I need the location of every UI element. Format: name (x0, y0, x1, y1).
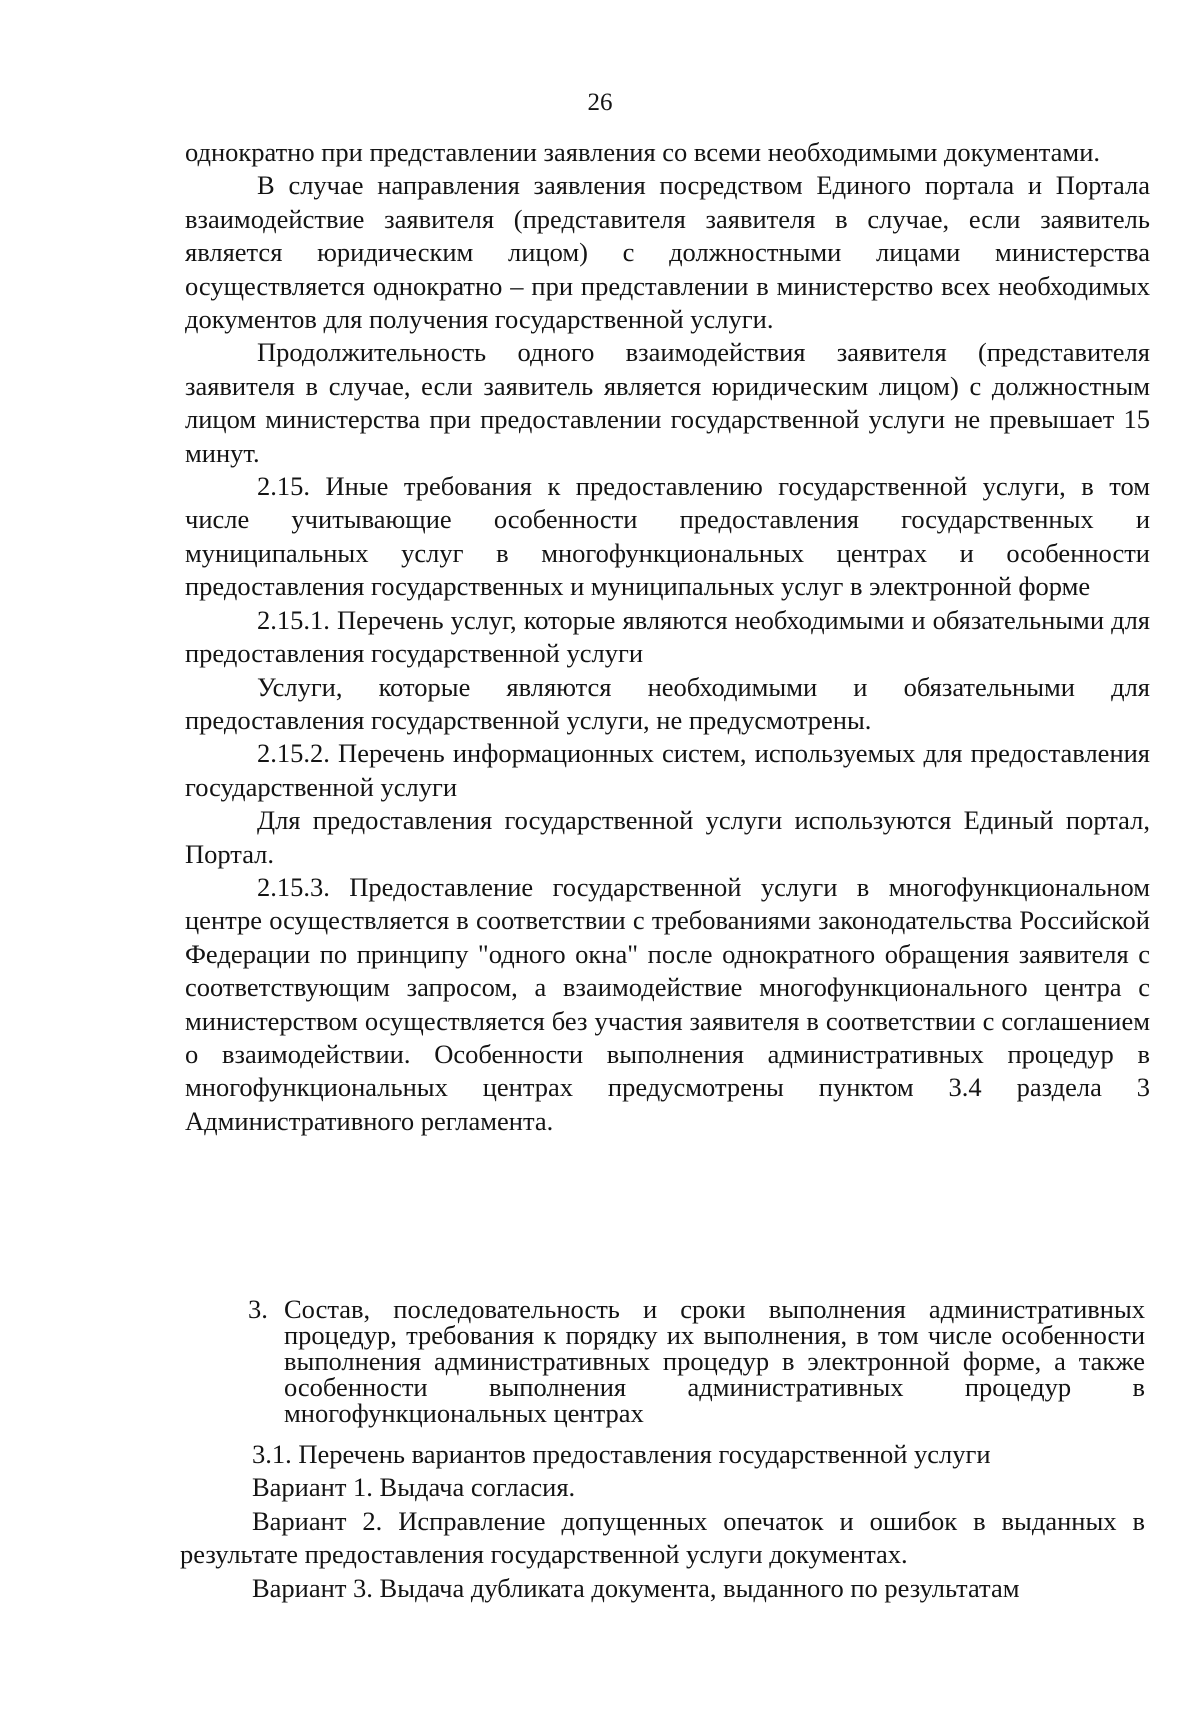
section-3-number: 3. (248, 1294, 268, 1324)
paragraph-2-15-3: 2.15.3. Предоставление государственной услуги в многофункциональном центре осуществляется в соответствии с требованиями законодательства Российской Федерации по принципу "одного окна" после однократного обращения заявителя с соответствующим запросом, а взаимодействие многофункционального центра с министерством осуществляется без участия заявителя в соответствии с соглашением о взаимодействии. Особенности выполнения административных процедур в многофункциональных центрах предусмотрены пунктом 3.4 раздела 3 Административного регламента. (185, 871, 1150, 1136)
body-text (185, 136, 1150, 1138)
section-3-title: Состав, последовательность и сроки выполнения административных процедур, требования к порядку их выполнения, в том числе особенности выполнения административных процедур в электронной форме, а также особенности выполнения административных процедур в многофункциональных центрах (284, 1294, 1145, 1428)
paragraph-variant-1: Вариант 1. Выдача согласия. (252, 1472, 576, 1503)
paragraph-continuation: однократно при представлении заявления со всеми необходимыми документами. (185, 137, 1101, 167)
paragraph-2-15-1: 2.15.1. Перечень услуг, которые являются необходимыми и обязательными для предоставления государственной услуги (185, 604, 1150, 669)
paragraph-variant-3: Вариант 3. Выдача дубликата документа, выданного по результатам (252, 1572, 1020, 1603)
paragraph-3-1: 3.1. Перечень вариантов предоставления государственной услуги (252, 1439, 991, 1469)
paragraph-interaction-duration: Продолжительность одного взаимодействия заявителя (представителя заявителя в случае, если заявитель является юридическим лицом) с должностным лицом министерства при предоставлении государственной услуги не превышает 15 минут. (185, 337, 1150, 468)
section-3-body (180, 1438, 1145, 1605)
paragraph-variant-2: Вариант 2. Исправление допущенных опечаток и ошибок в выданных в результате предоставления государственной услуги документах. (180, 1505, 1145, 1570)
paragraph-systems-used: Для предоставления государственной услуги используются Единый портал, Портал. (185, 805, 1150, 869)
section-3-heading (250, 1296, 1145, 1426)
paragraph-2-15-2: 2.15.2. Перечень информационных систем, используемых для предоставления государственной услуги (185, 738, 1150, 802)
paragraph-services-none: Услуги, которые являются необходимыми и обязательными для предоставления государственной услуги, не предусмотрены. (185, 671, 1150, 735)
paragraph-portal-interaction: В случае направления заявления посредством Единого портала и Портала взаимодействие заявителя (представителя заявителя в случае, если заявитель является юридическим лицом) с должностными лицами министерства осуществляется однократно – при представлении в министерство всех необходимых документов для получения государственной услуги. (185, 170, 1150, 335)
page-number: 26 (587, 89, 613, 116)
paragraph-2-15: 2.15. Иные требования к предоставлению государственной услуги, в том числе учитывающие особенности предоставления государственных и муниципальных услуг в многофункциональных центрах и особенности предоставления государственных и муниципальных услуг в электронной форме (185, 471, 1150, 602)
